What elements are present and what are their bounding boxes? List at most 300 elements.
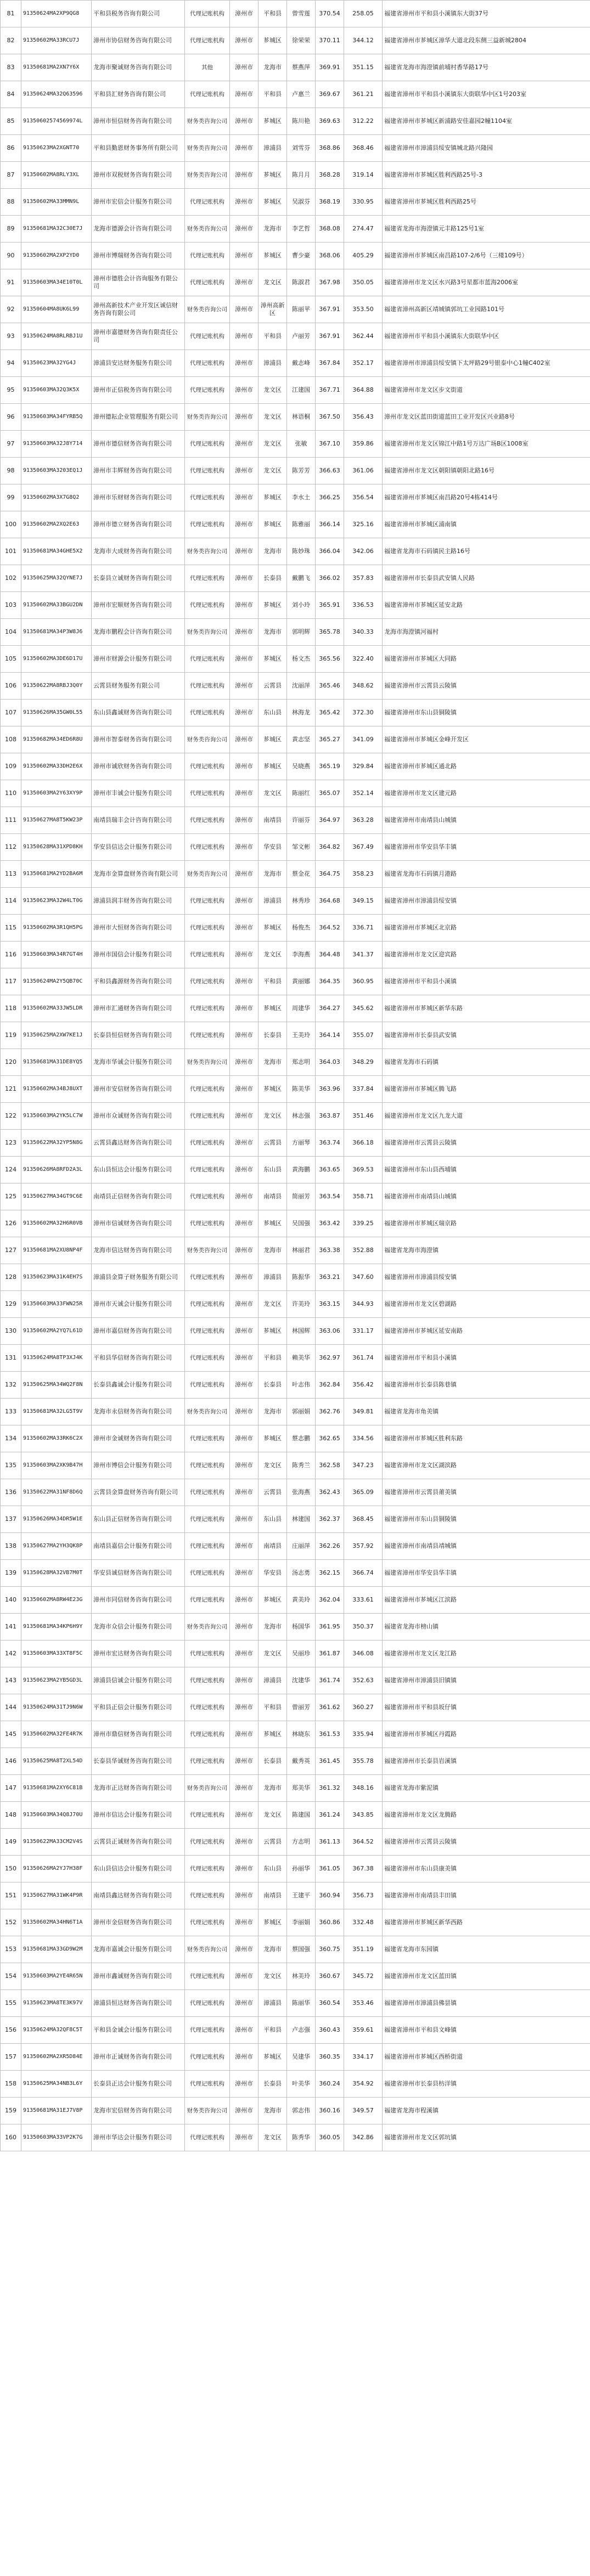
- cell-firm-type: 财务类咨询公司: [185, 162, 230, 189]
- cell-credit-code: 91350602MA8RW4E23G: [21, 1587, 92, 1614]
- cell-credit-code: 91350682MA34ED6R8U: [21, 726, 92, 753]
- cell-address: 福建省漳州市平和县文峰镇: [383, 2017, 590, 2044]
- cell-score: 368.86: [316, 135, 344, 162]
- table-body: [1, 1, 590, 2151]
- cell-district: 龙文区: [259, 2124, 287, 2151]
- cell-address: 福建省漳州市芗城区漳华大道北段东侧三益新城2804: [383, 27, 590, 54]
- cell-firm-name: 南靖县正信财务咨询有限公司: [92, 1183, 185, 1210]
- cell-amount: 344.12: [344, 27, 383, 54]
- cell-score: 360.35: [316, 2044, 344, 2071]
- cell-firm-name: 漳浦县信诚会计服务有限公司: [92, 1667, 185, 1694]
- cell-amount: 341.37: [344, 942, 383, 968]
- cell-address: 福建省漳州市长泰县枋洋镇: [383, 2071, 590, 2098]
- cell-city: 漳州市: [230, 1130, 259, 1157]
- cell-city: 漳州市: [230, 2098, 259, 2124]
- cell-address: 福建省漳州市平和县坂仔镇: [383, 1694, 590, 1721]
- cell-amount: 348.62: [344, 673, 383, 700]
- cell-contact-person: 黄丽娜: [287, 968, 316, 995]
- table-row: [1, 995, 590, 1022]
- cell-firm-type: 代理记账机构: [185, 1506, 230, 1533]
- cell-credit-code: 91350622MA31NF8D6Q: [21, 1479, 92, 1506]
- cell-credit-code: 91350603MA34FYRB5Q: [21, 404, 92, 431]
- cell-district: 龙海市: [259, 538, 287, 565]
- cell-firm-type: 代理记账机构: [185, 915, 230, 942]
- cell-address: 福建省漳州市龙文区郭坑镇: [383, 2124, 590, 2151]
- cell-city: 漳州市: [230, 968, 259, 995]
- cell-city: 漳州市: [230, 726, 259, 753]
- cell-row-number: 106: [1, 673, 21, 700]
- cell-amount: 332.48: [344, 1909, 383, 1936]
- cell-firm-type: 代理记账机构: [185, 1560, 230, 1587]
- cell-city: 漳州市: [230, 81, 259, 108]
- cell-contact-person: 林晓东: [287, 1721, 316, 1748]
- cell-district: 芗城区: [259, 592, 287, 619]
- cell-firm-type: 代理记账机构: [185, 968, 230, 995]
- cell-contact-person: 李丽娟: [287, 1909, 316, 1936]
- table-row: [1, 807, 590, 834]
- cell-district: 平和县: [259, 81, 287, 108]
- cell-district: 龙海市: [259, 1936, 287, 1963]
- cell-row-number: 124: [1, 1157, 21, 1183]
- cell-firm-type: 代理记账机构: [185, 1130, 230, 1157]
- cell-address: 福建省漳州市漳浦县佛昙镇: [383, 1990, 590, 2017]
- cell-firm-name: 漳州市信诚财务咨询有限公司: [92, 1210, 185, 1237]
- cell-amount: 348.29: [344, 1049, 383, 1076]
- cell-district: 南靖县: [259, 807, 287, 834]
- cell-row-number: 154: [1, 1963, 21, 1990]
- cell-score: 364.14: [316, 1022, 344, 1049]
- cell-city: 漳州市: [230, 1990, 259, 2017]
- cell-score: 360.86: [316, 1909, 344, 1936]
- table-row: [1, 1425, 590, 1452]
- table-row: [1, 1318, 590, 1345]
- cell-firm-name: 长泰县正达会计服务有限公司: [92, 2071, 185, 2098]
- cell-amount: 341.09: [344, 726, 383, 753]
- cell-address: 福建省漳州市长泰县武安镇人民路: [383, 565, 590, 592]
- cell-contact-person: 蔡志鹏: [287, 1425, 316, 1452]
- cell-contact-person: 蔡燕萍: [287, 54, 316, 81]
- cell-row-number: 148: [1, 1802, 21, 1829]
- cell-district: 龙文区: [259, 1291, 287, 1318]
- cell-address: 福建省漳州市平和县小溪镇东大街联华中区1号203室: [383, 81, 590, 108]
- cell-district: 龙文区: [259, 1103, 287, 1130]
- cell-city: 漳州市: [230, 807, 259, 834]
- cell-score: 364.03: [316, 1049, 344, 1076]
- cell-city: 漳州市: [230, 431, 259, 458]
- cell-city: 漳州市: [230, 2017, 259, 2044]
- cell-credit-code: 91350602MA33MMN9L: [21, 189, 92, 216]
- cell-district: 芗城区: [259, 243, 287, 269]
- cell-firm-type: 代理记账机构: [185, 780, 230, 807]
- cell-credit-code: 91350681MA34P3W8J6: [21, 619, 92, 646]
- cell-row-number: 146: [1, 1748, 21, 1775]
- cell-city: 漳州市: [230, 484, 259, 511]
- cell-firm-name: 漳州市丰诚会计服务有限公司: [92, 780, 185, 807]
- cell-credit-code: 91350602MA34BJ8UXT: [21, 1076, 92, 1103]
- cell-city: 漳州市: [230, 995, 259, 1022]
- table-row: [1, 2098, 590, 2124]
- cell-score: 362.15: [316, 1560, 344, 1587]
- cell-address: 福建省漳州市芗城区新华东路: [383, 995, 590, 1022]
- table-row: [1, 1641, 590, 1667]
- cell-credit-code: 91350627MA34GT9C6E: [21, 1183, 92, 1210]
- cell-contact-person: 方丽琴: [287, 1130, 316, 1157]
- cell-district: 东山县: [259, 1506, 287, 1533]
- table-row: [1, 1506, 590, 1533]
- table-row: [1, 1, 590, 27]
- cell-firm-name: 漳州市智泰财务咨询有限公司: [92, 726, 185, 753]
- cell-district: 芗城区: [259, 995, 287, 1022]
- cell-score: 365.19: [316, 753, 344, 780]
- cell-row-number: 135: [1, 1452, 21, 1479]
- cell-firm-name: 漳浦县金算子财务服务有限公司: [92, 1264, 185, 1291]
- cell-credit-code: 91350602MA33DH2E6X: [21, 753, 92, 780]
- cell-row-number: 145: [1, 1721, 21, 1748]
- cell-firm-name: 漳州市国信会计服务有限公司: [92, 942, 185, 968]
- cell-score: 360.54: [316, 1990, 344, 2017]
- cell-firm-type: 代理记账机构: [185, 431, 230, 458]
- cell-score: 360.94: [316, 1882, 344, 1909]
- cell-firm-type: 代理记账机构: [185, 1318, 230, 1345]
- cell-row-number: 84: [1, 81, 21, 108]
- cell-score: 365.56: [316, 646, 344, 673]
- cell-address: 福建省龙海市角美镇: [383, 1399, 590, 1425]
- cell-row-number: 88: [1, 189, 21, 216]
- cell-address: 福建省龙海市榜山镇: [383, 1614, 590, 1641]
- cell-row-number: 93: [1, 323, 21, 350]
- cell-row-number: 109: [1, 753, 21, 780]
- cell-score: 360.16: [316, 2098, 344, 2124]
- cell-credit-code: 91350628MA32VB7M0T: [21, 1560, 92, 1587]
- cell-firm-type: 代理记账机构: [185, 1963, 230, 1990]
- cell-row-number: 90: [1, 243, 21, 269]
- cell-credit-code: 91350602MA32FE4R7K: [21, 1721, 92, 1748]
- cell-credit-code: 91350628MA31XPD8KH: [21, 834, 92, 861]
- cell-row-number: 102: [1, 565, 21, 592]
- cell-contact-person: 李水土: [287, 484, 316, 511]
- cell-credit-code: 91350623MA2XGNT70: [21, 135, 92, 162]
- cell-contact-person: 陈振华: [287, 1264, 316, 1291]
- table-row: [1, 1452, 590, 1479]
- cell-contact-person: 吴丽珍: [287, 1641, 316, 1667]
- cell-firm-type: 代理记账机构: [185, 1425, 230, 1452]
- cell-firm-name: 龙海市正达财务咨询有限公司: [92, 1775, 185, 1802]
- cell-firm-type: 财务类咨询公司: [185, 1775, 230, 1802]
- table-row: [1, 216, 590, 243]
- cell-firm-name: 漳浦县恒达财务咨询有限公司: [92, 1990, 185, 2017]
- cell-firm-type: 代理记账机构: [185, 753, 230, 780]
- cell-contact-person: 曾雪莲: [287, 1, 316, 27]
- cell-firm-name: 平和县金诚会计服务有限公司: [92, 2017, 185, 2044]
- cell-contact-person: 陈秀华: [287, 2124, 316, 2151]
- cell-firm-name: 龙海市永信财务咨询有限公司: [92, 1399, 185, 1425]
- cell-amount: 274.47: [344, 216, 383, 243]
- cell-row-number: 149: [1, 1829, 21, 1856]
- cell-district: 龙文区: [259, 458, 287, 484]
- cell-row-number: 119: [1, 1022, 21, 1049]
- cell-contact-person: 杨文杰: [287, 646, 316, 673]
- cell-firm-type: 代理记账机构: [185, 458, 230, 484]
- cell-firm-type: 财务类咨询公司: [185, 404, 230, 431]
- cell-credit-code: 91350627MA8T5KW23P: [21, 807, 92, 834]
- cell-score: 364.82: [316, 834, 344, 861]
- cell-district: 龙海市: [259, 861, 287, 888]
- cell-contact-person: 卢惠兰: [287, 81, 316, 108]
- cell-contact-person: 陈建国: [287, 1802, 316, 1829]
- cell-city: 漳州市: [230, 1237, 259, 1264]
- cell-firm-name: 漳州市正信税务咨询有限公司: [92, 377, 185, 404]
- cell-score: 362.97: [316, 1345, 344, 1372]
- cell-firm-type: 代理记账机构: [185, 2017, 230, 2044]
- cell-district: 平和县: [259, 1, 287, 27]
- cell-district: 东山县: [259, 1157, 287, 1183]
- table-row: [1, 1694, 590, 1721]
- cell-row-number: 129: [1, 1291, 21, 1318]
- cell-amount: 368.46: [344, 135, 383, 162]
- cell-row-number: 91: [1, 269, 21, 296]
- cell-address: 福建省漳州市云霄县云陵镇: [383, 1130, 590, 1157]
- table-row: [1, 700, 590, 726]
- cell-credit-code: 91350603MA33FWN25R: [21, 1291, 92, 1318]
- cell-score: 363.15: [316, 1291, 344, 1318]
- table-row: [1, 1076, 590, 1103]
- cell-firm-name: 漳州市汇通财务咨询有限公司: [92, 995, 185, 1022]
- table-row: [1, 108, 590, 135]
- cell-address: 福建省漳州市芗城区延安北路: [383, 592, 590, 619]
- cell-district: 龙海市: [259, 1775, 287, 1802]
- cell-credit-code: 91350603MA33XT8F5C: [21, 1641, 92, 1667]
- cell-address: 福建省漳州市芗城区江滨路: [383, 1587, 590, 1614]
- cell-district: 平和县: [259, 1345, 287, 1372]
- cell-address: 福建省漳州市东山县铜陵镇: [383, 700, 590, 726]
- cell-firm-name: 漳州市恒信财务咨询有限公司: [92, 108, 185, 135]
- cell-score: 367.10: [316, 431, 344, 458]
- table-row: [1, 1264, 590, 1291]
- cell-address: 福建省漳州市平和县小溪镇: [383, 968, 590, 995]
- cell-credit-code: 91350623MA32W4LT0G: [21, 888, 92, 915]
- table-row: [1, 269, 590, 296]
- cell-row-number: 115: [1, 915, 21, 942]
- cell-city: 漳州市: [230, 888, 259, 915]
- cell-district: 芗城区: [259, 915, 287, 942]
- cell-city: 漳州市: [230, 1775, 259, 1802]
- cell-firm-name: 漳州市同信财务咨询有限公司: [92, 1587, 185, 1614]
- cell-city: 漳州市: [230, 108, 259, 135]
- cell-amount: 350.37: [344, 1614, 383, 1641]
- cell-amount: 325.16: [344, 511, 383, 538]
- cell-district: 平和县: [259, 968, 287, 995]
- cell-score: 370.54: [316, 1, 344, 27]
- cell-amount: 330.95: [344, 189, 383, 216]
- cell-address: 福建省漳州市芗城区南昌路107-2/6号（三楼109号）: [383, 243, 590, 269]
- cell-score: 364.48: [316, 942, 344, 968]
- cell-row-number: 151: [1, 1882, 21, 1909]
- cell-score: 367.71: [316, 377, 344, 404]
- cell-city: 漳州市: [230, 1936, 259, 1963]
- cell-firm-type: 财务类咨询公司: [185, 726, 230, 753]
- cell-contact-person: 郭志伟: [287, 2098, 316, 2124]
- cell-amount: 339.25: [344, 1210, 383, 1237]
- cell-district: 龙文区: [259, 1641, 287, 1667]
- cell-city: 漳州市: [230, 673, 259, 700]
- cell-score: 363.06: [316, 1318, 344, 1345]
- cell-score: 361.13: [316, 1829, 344, 1856]
- cell-row-number: 110: [1, 780, 21, 807]
- cell-city: 漳州市: [230, 1533, 259, 1560]
- cell-contact-person: 陈川艳: [287, 108, 316, 135]
- cell-address: 福建省漳州市漳浦县绥安镇城北路兴隆园: [383, 135, 590, 162]
- cell-contact-person: 沈建华: [287, 1667, 316, 1694]
- table-row: [1, 1990, 590, 2017]
- cell-address: 福建省龙海市紫泥镇: [383, 1775, 590, 1802]
- cell-contact-person: 徐荣荣: [287, 27, 316, 54]
- cell-row-number: 103: [1, 592, 21, 619]
- cell-firm-type: 代理记账机构: [185, 700, 230, 726]
- cell-amount: 349.57: [344, 2098, 383, 2124]
- cell-firm-type: 代理记账机构: [185, 377, 230, 404]
- cell-row-number: 107: [1, 700, 21, 726]
- cell-city: 漳州市: [230, 1183, 259, 1210]
- cell-firm-name: 漳州市华达会计服务有限公司: [92, 2124, 185, 2151]
- table-row: [1, 1775, 590, 1802]
- cell-firm-type: 代理记账机构: [185, 592, 230, 619]
- cell-amount: 356.54: [344, 484, 383, 511]
- cell-address: 福建省漳州市东山县西埔镇: [383, 1157, 590, 1183]
- cell-score: 364.27: [316, 995, 344, 1022]
- cell-city: 漳州市: [230, 511, 259, 538]
- cell-city: 漳州市: [230, 189, 259, 216]
- cell-row-number: 97: [1, 431, 21, 458]
- cell-row-number: 139: [1, 1560, 21, 1587]
- cell-district: 漳浦县: [259, 1990, 287, 2017]
- table-row: [1, 1533, 590, 1560]
- cell-credit-code: 91350627MA2YH3QK8P: [21, 1533, 92, 1560]
- cell-firm-name: 云霄县正诚财务咨询有限公司: [92, 1829, 185, 1856]
- cell-contact-person: 林海龙: [287, 700, 316, 726]
- cell-city: 漳州市: [230, 1210, 259, 1237]
- cell-address: 福建省漳州市龙文区步文街道: [383, 377, 590, 404]
- cell-city: 漳州市: [230, 1, 259, 27]
- cell-city: 漳州市: [230, 565, 259, 592]
- cell-score: 370.11: [316, 27, 344, 54]
- cell-contact-person: 吴淑芬: [287, 189, 316, 216]
- cell-amount: 366.18: [344, 1130, 383, 1157]
- cell-amount: 335.94: [344, 1721, 383, 1748]
- cell-score: 361.62: [316, 1694, 344, 1721]
- cell-contact-person: 叶志伟: [287, 1372, 316, 1399]
- cell-amount: 367.49: [344, 834, 383, 861]
- cell-contact-person: 吴晓燕: [287, 753, 316, 780]
- cell-district: 龙文区: [259, 1452, 287, 1479]
- cell-district: 平和县: [259, 323, 287, 350]
- cell-score: 365.42: [316, 700, 344, 726]
- cell-address: 福建省漳州市长泰县武安镇: [383, 1022, 590, 1049]
- cell-firm-type: 代理记账机构: [185, 565, 230, 592]
- cell-score: 368.28: [316, 162, 344, 189]
- cell-credit-code: 91350622MA33CM2V4S: [21, 1829, 92, 1856]
- table-row: [1, 404, 590, 431]
- cell-city: 漳州市: [230, 2071, 259, 2098]
- cell-address: 福建省漳州市芗城区通北路: [383, 753, 590, 780]
- cell-firm-name: 漳州市宏信会计服务有限公司: [92, 189, 185, 216]
- cell-firm-name: 漳州市丰辉财务咨询有限公司: [92, 458, 185, 484]
- cell-address: 福建省漳州市芗城区新浦路安佳嘉园2幢1104室: [383, 108, 590, 135]
- table-row: [1, 377, 590, 404]
- cell-district: 芗城区: [259, 646, 287, 673]
- cell-city: 漳州市: [230, 1856, 259, 1882]
- cell-city: 漳州市: [230, 1049, 259, 1076]
- cell-amount: 372.30: [344, 700, 383, 726]
- cell-district: 长泰县: [259, 1748, 287, 1775]
- cell-address: 福建省漳州市龙文区九龙大道: [383, 1103, 590, 1130]
- cell-firm-type: 代理记账机构: [185, 1882, 230, 1909]
- cell-city: 漳州市: [230, 1157, 259, 1183]
- cell-contact-person: 卢丽芳: [287, 323, 316, 350]
- cell-city: 漳州市: [230, 1802, 259, 1829]
- cell-firm-type: 代理记账机构: [185, 1022, 230, 1049]
- cell-score: 367.91: [316, 323, 344, 350]
- cell-score: 363.96: [316, 1076, 344, 1103]
- cell-credit-code: 91350681MA33GD9W2M: [21, 1936, 92, 1963]
- cell-address: 福建省漳州市龙文区龙腾路: [383, 1802, 590, 1829]
- cell-credit-code: 91350603MA32J8Y714: [21, 431, 92, 458]
- table-row: [1, 484, 590, 511]
- cell-row-number: 86: [1, 135, 21, 162]
- cell-contact-person: 戴秀英: [287, 1748, 316, 1775]
- cell-district: 龙文区: [259, 269, 287, 296]
- cell-credit-code: 91350627MA31WK4P9R: [21, 1882, 92, 1909]
- cell-amount: 334.17: [344, 2044, 383, 2071]
- cell-amount: 357.83: [344, 565, 383, 592]
- cell-firm-type: 财务类咨询公司: [185, 108, 230, 135]
- table-row: [1, 243, 590, 269]
- cell-firm-name: 漳州市鑫诚财务咨询有限公司: [92, 1963, 185, 1990]
- cell-firm-name: 漳州市德信财务咨询有限公司: [92, 431, 185, 458]
- cell-row-number: 141: [1, 1614, 21, 1641]
- cell-district: 芗城区: [259, 27, 287, 54]
- cell-contact-person: 黄美玲: [287, 1587, 316, 1614]
- cell-firm-name: 平和县汇财务咨询有限公司: [92, 81, 185, 108]
- cell-firm-type: 代理记账机构: [185, 1372, 230, 1399]
- cell-contact-person: 沈丽萍: [287, 673, 316, 700]
- cell-address: 福建省漳州市华安县华丰镇: [383, 1560, 590, 1587]
- cell-city: 漳州市: [230, 700, 259, 726]
- cell-row-number: 147: [1, 1775, 21, 1802]
- table-row: [1, 1614, 590, 1641]
- cell-amount: 349.81: [344, 1399, 383, 1425]
- cell-firm-name: 漳州德耘企业管理服务有限公司: [92, 404, 185, 431]
- cell-address: 福建省漳州市芗城区瑞京路: [383, 1210, 590, 1237]
- cell-amount: 345.72: [344, 1963, 383, 1990]
- cell-city: 漳州市: [230, 1909, 259, 1936]
- cell-city: 漳州市: [230, 1560, 259, 1587]
- cell-district: 芗城区: [259, 1425, 287, 1452]
- cell-firm-type: 代理记账机构: [185, 323, 230, 350]
- cell-firm-name: 龙海市宏信财务咨询有限公司: [92, 2098, 185, 2124]
- cell-address: 福建省漳州市南靖县靖城镇: [383, 1533, 590, 1560]
- cell-city: 漳州市: [230, 1506, 259, 1533]
- cell-district: 龙海市: [259, 1399, 287, 1425]
- cell-address: 福建省漳州市长泰县岩溪镇: [383, 1748, 590, 1775]
- table-row: [1, 538, 590, 565]
- cell-firm-type: 代理记账机构: [185, 1587, 230, 1614]
- cell-contact-person: 吴建华: [287, 2044, 316, 2071]
- cell-amount: 336.71: [344, 915, 383, 942]
- cell-address: 福建省漳州市东山县铜陵镇: [383, 1506, 590, 1533]
- cell-score: 361.95: [316, 1614, 344, 1641]
- cell-contact-person: 汤志勇: [287, 1560, 316, 1587]
- cell-amount: 358.71: [344, 1183, 383, 1210]
